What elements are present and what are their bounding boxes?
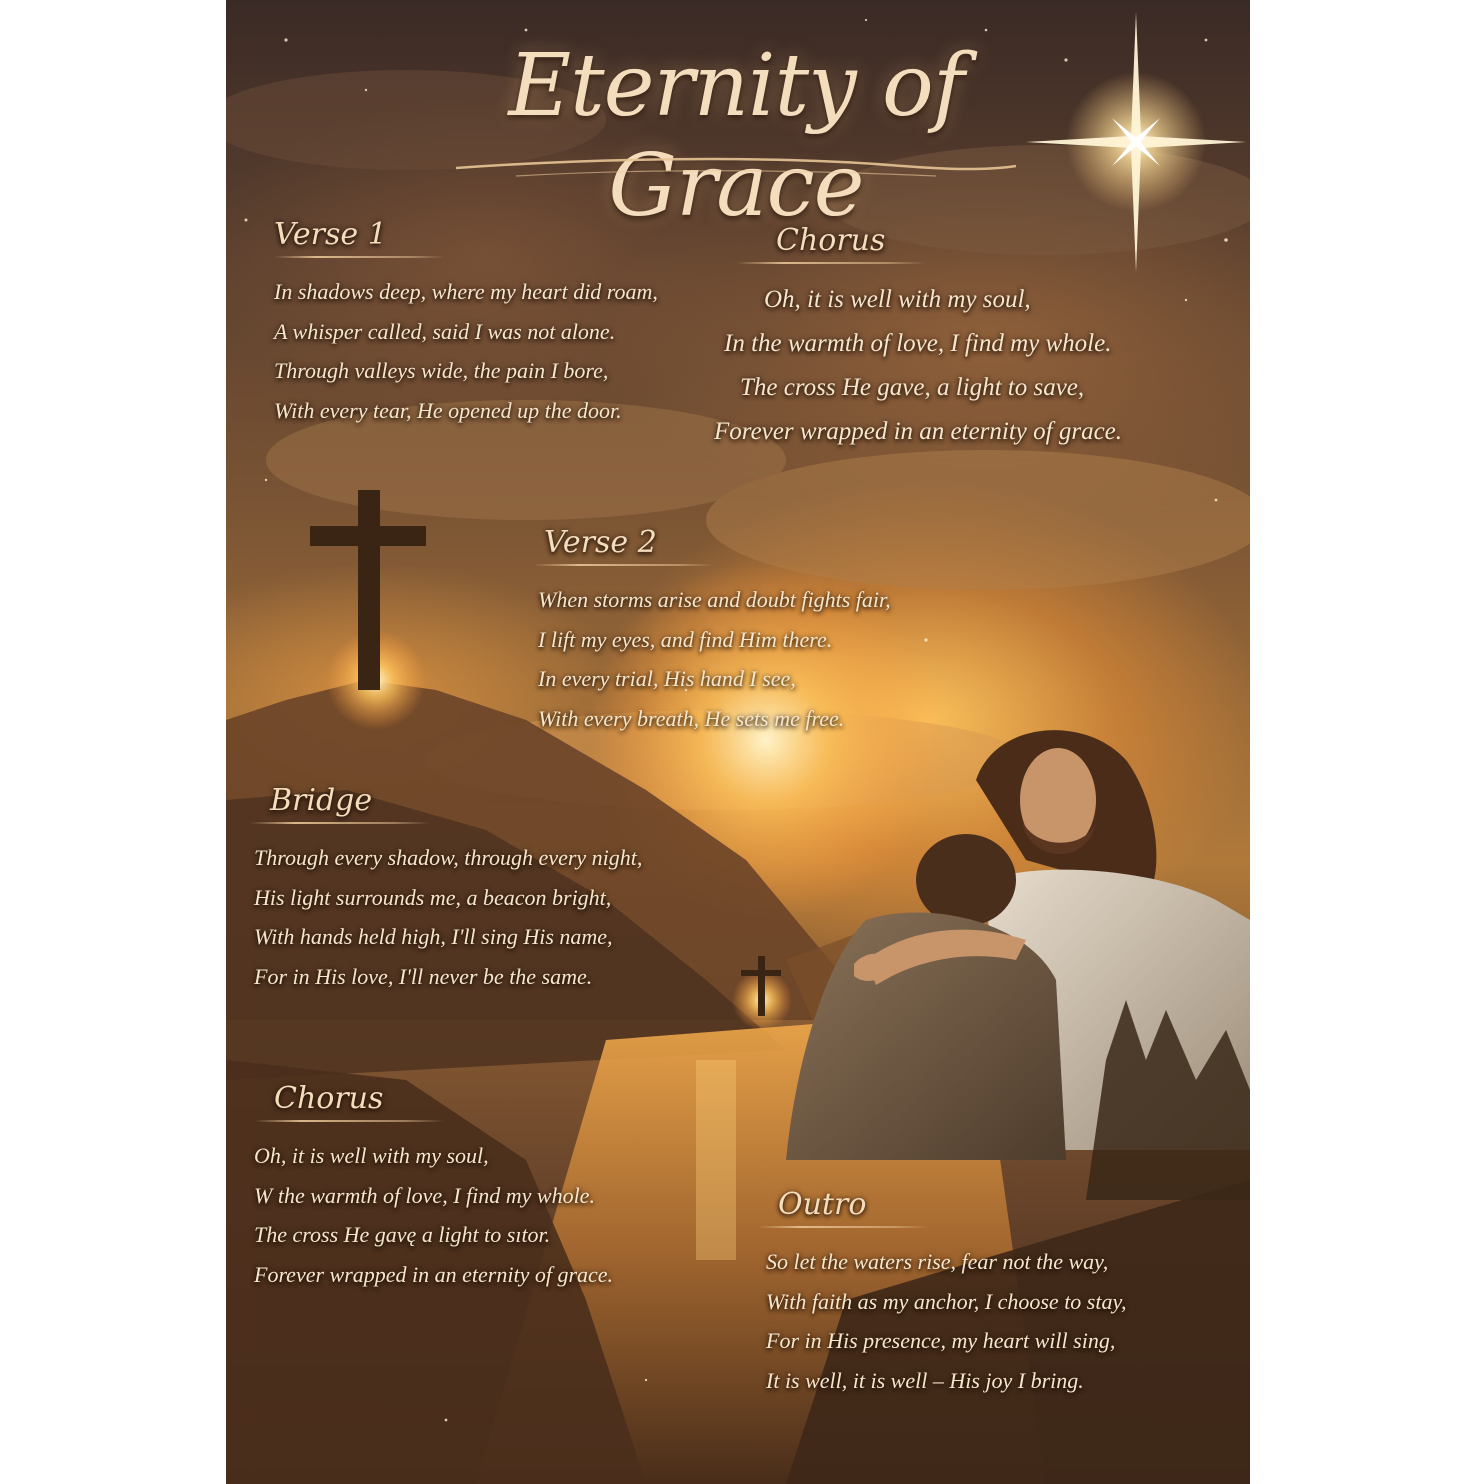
verse-2-heading: Verse 2	[544, 525, 657, 560]
lyric-line: When storms arise and doubt fights fair,	[538, 587, 891, 612]
section-heading	[270, 782, 430, 830]
lyric-line: It is well, it is well – His joy I bring.	[766, 1367, 1084, 1393]
lyric-line: In shadows deep, where my heart did roam,	[274, 279, 658, 304]
heading-underline	[254, 1120, 444, 1122]
section-heading	[776, 222, 926, 270]
lyric-line: In every trial, His hand I see,	[538, 666, 796, 691]
lyric-line: Through valleys wide, the pain I bore,	[274, 358, 609, 383]
lyric-lines	[766, 1242, 1127, 1400]
lyric-lines	[254, 1136, 613, 1294]
section-heading	[274, 1080, 444, 1128]
lyric-line: For in His love, I'll never be the same.	[254, 963, 593, 989]
lyric-line: For in His presence, my heart will sing,	[766, 1328, 1116, 1353]
lyric-line: With faith as my anchor, I choose to stay,	[766, 1288, 1127, 1314]
lyric-line: W the warmth of love, I find my whole.	[254, 1182, 595, 1208]
verse-1-heading: Verse 1	[274, 217, 387, 252]
section-heading	[274, 216, 444, 264]
page-title: Eternity of Grace	[508, 36, 964, 236]
lyric-line: His light surrounds me, a beacon bright,	[254, 884, 612, 910]
heading-underline	[758, 1226, 928, 1228]
bridge-heading: Bridge	[270, 783, 373, 818]
lyric-line: With every breath, He sets me free.	[538, 705, 845, 731]
lyric-line: Forever wrapped in an eternity of grace.	[714, 418, 1123, 445]
heading-underline	[534, 564, 714, 566]
lyric-line: With every tear, He opened up the door.	[274, 397, 622, 423]
lyric-lines	[274, 272, 658, 430]
section-bridge	[254, 782, 642, 996]
section-verse-1	[274, 216, 658, 430]
section-chorus-2	[254, 1080, 613, 1294]
lyrics-poster	[226, 0, 1250, 1484]
lyric-line: The cross He gave, a light to save,	[740, 374, 1085, 401]
section-heading	[778, 1186, 928, 1234]
outro-heading: Outro	[778, 1187, 867, 1222]
chorus-2-heading: Chorus	[274, 1081, 384, 1116]
heading-underline	[736, 262, 926, 264]
chorus-1-heading: Chorus	[776, 223, 886, 258]
lyric-line: Through every shadow, through every night,	[254, 845, 643, 870]
lyric-line: Oh, it is well with my soul,	[254, 1143, 489, 1168]
section-chorus-1	[714, 222, 1122, 454]
lyric-line: So let the waters rise, fear not the way,	[766, 1249, 1109, 1274]
lyric-lines	[254, 838, 642, 996]
lyric-line: The cross He gavę a light to sıtor.	[254, 1222, 551, 1247]
lyric-lines	[538, 580, 891, 738]
lyric-line: A whisper called, said I was not alone.	[274, 318, 616, 344]
heading-underline	[250, 822, 430, 824]
section-outro	[766, 1186, 1127, 1400]
lyric-line: Forever wrapped in an eternity of grace.	[254, 1261, 614, 1287]
section-verse-2	[538, 524, 891, 738]
section-heading	[544, 524, 714, 572]
title-flourish	[456, 146, 1016, 186]
lyric-line: Oh, it is well with my soul,	[764, 286, 1031, 313]
heading-underline	[274, 256, 444, 258]
lyric-line: In the warmth of love, I find my whole.	[724, 330, 1112, 357]
lyric-line: With hands held high, I'll sing His name,	[254, 924, 613, 949]
lyric-lines	[714, 278, 1122, 454]
lyric-line: I lift my eyes, and find Him there.	[538, 626, 833, 652]
